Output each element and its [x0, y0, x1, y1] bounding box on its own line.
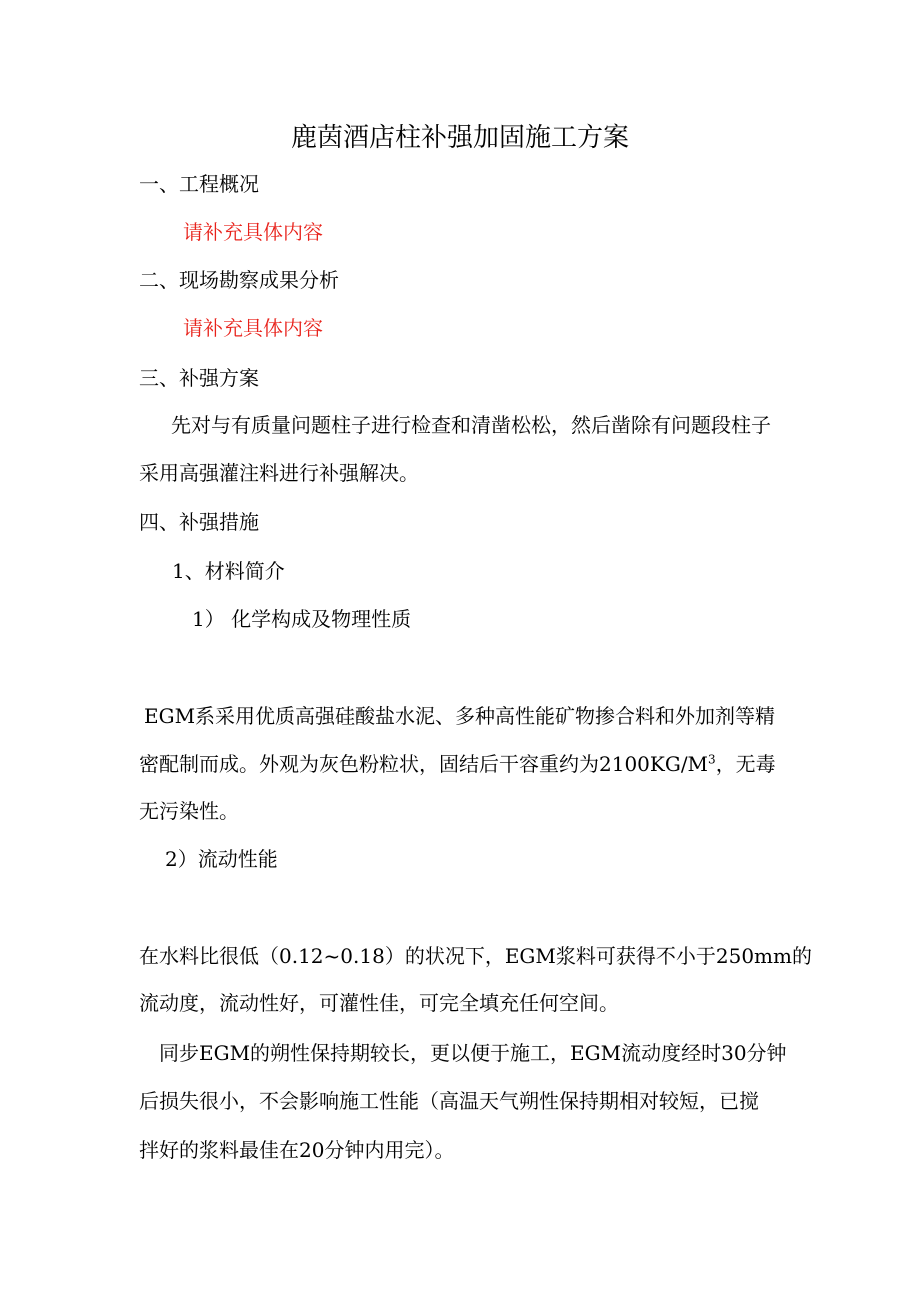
egm-line-2-text: 密配制而成。外观为灰色粉粒状，固结后干容重约为2100KG/M	[139, 752, 709, 776]
section-4-heading: 四、补强措施	[139, 510, 259, 534]
section-3-paragraph-line-2: 采用高强灌注料进行补强解决。	[139, 461, 419, 485]
section-2-heading: 二、现场勘察成果分析	[139, 268, 339, 292]
section-3-paragraph-line-1: 先对与有质量问题柱子进行检查和清凿松松，然后凿除有问题段柱子	[171, 413, 771, 437]
egm-paragraph-line-3: 无污染性。	[139, 799, 239, 823]
subsection-chemical-properties: 1） 化学构成及物理性质	[192, 607, 412, 631]
egm-line-2-superscript: 3	[708, 752, 716, 767]
subsection-flow-performance: 2）流动性能	[165, 847, 278, 871]
egm-line-2-tail: ，无毒	[715, 752, 776, 776]
plasticity-paragraph-line-3: 拌好的浆料最佳在20分钟内用完）。	[139, 1138, 455, 1162]
section-1-heading: 一、工程概况	[139, 172, 259, 196]
flow-paragraph-line-2: 流动度，流动性好，可灌性佳，可完全填充任何空间。	[139, 991, 619, 1015]
plasticity-paragraph-line-2: 后损失很小，不会影响施工性能（高温天气朔性保持期相对较短，已搅	[139, 1089, 759, 1113]
egm-paragraph-line-2	[139, 750, 776, 778]
section-2-placeholder: 请补充具体内容	[183, 316, 323, 340]
section-1-placeholder: 请补充具体内容	[183, 220, 323, 244]
egm-paragraph-line-1: EGM系采用优质高强硅酸盐水泥、多种高性能矿物掺合料和外加剂等精	[144, 704, 776, 728]
page-title: 鹿茵酒店柱补强加固施工方案	[290, 123, 629, 153]
subsection-materials: 1、材料简介	[172, 559, 285, 583]
flow-paragraph-line-1: 在水料比很低（0.12~0.18）的状况下，EGM浆料可获得不小于250mm的	[139, 944, 812, 968]
plasticity-paragraph-line-1: 同步EGM的朔性保持期较长，更以便于施工，EGM流动度经时30分钟	[159, 1041, 787, 1065]
section-3-heading: 三、补强方案	[139, 366, 259, 390]
